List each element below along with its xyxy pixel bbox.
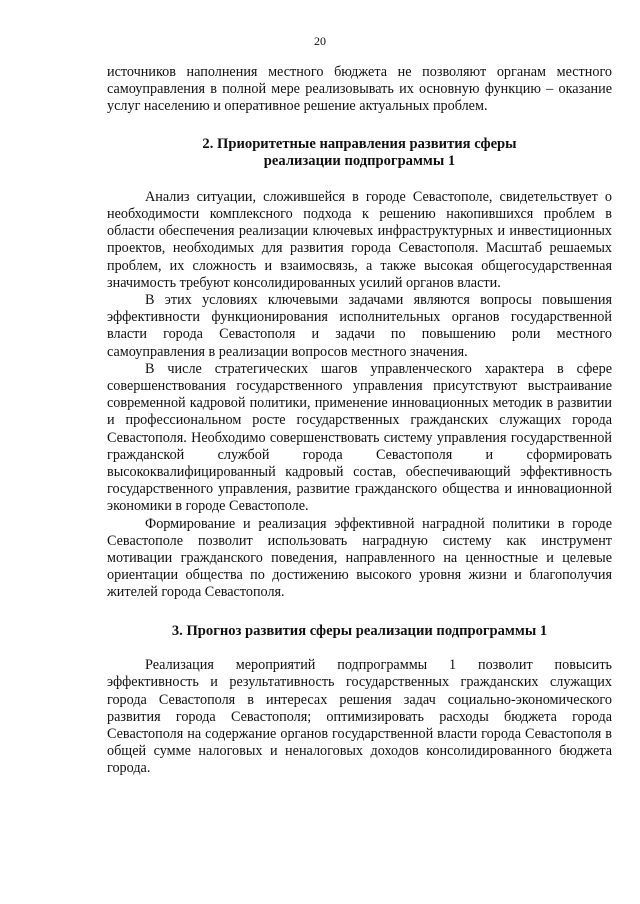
page-number: 20 xyxy=(314,34,326,48)
intro-paragraph: источников наполнения местного бюджета не позволяют органам местного самоуправления в полной мере реализовывать их основную функцию – оказание услуг населению и оперативное решение актуальных проблем. xyxy=(107,64,612,115)
section-2-heading xyxy=(107,136,612,171)
document-body xyxy=(107,64,612,778)
section-3-paragraph: Реализация мероприятий подпрограммы 1 позволит повысить эффективность и результативность государственных гражданских служащих города Севастополя в интересах решения задач социально-экономического развития города Севастополя; оптимизировать расходы бюджета города Севастополя на содержание органов государственной власти города Севастополя в общей сумме налоговых и неналоговых доходов консолидированного бюджета города. xyxy=(107,657,612,777)
section-2-heading-line-1: 2. Приоритетные направления развития сферы xyxy=(202,135,517,152)
section-2-paragraph: В числе стратегических шагов управленческого характера в сфере совершенствования государственного управления присутствуют выстраивание современной кадровой политики, применение инновационных методик в развитии и профессиональном росте государственных гражданских служащих города Севастополя. Необходимо совершенствовать систему управления государственной гражданской службой города Севастополя и сформировать высококвалифицированный кадровый состав, обеспечивающий эффективность государственного управления, развитие гражданского общества и инновационной экономики в городе Севастополе. xyxy=(107,360,612,515)
section-2-heading-line-2: реализации подпрограммы 1 xyxy=(263,153,456,170)
section-3-heading: 3. Прогноз развития сферы реализации подпрограммы 1 xyxy=(171,622,548,639)
section-2-paragraph: В этих условиях ключевыми задачами являются вопросы повышения эффективности функционирования исполнительных органов государственной власти города Севастополя и задачи по повышению роли местного самоуправления в реализации вопросов местного значения. xyxy=(107,292,612,360)
section-2-paragraph: Анализ ситуации, сложившейся в городе Севастополе, свидетельствует о необходимости комплексного подхода к решению накопившихся проблем в области обеспечения реализации ключевых инфраструктурных и инвестиционных проектов, необходимых для развития города Севастополя. Масштаб решаемых проблем, их сложность и взаимосвязь, а также высокая общегосударственная значимость требуют консолидированных усилий органов власти. xyxy=(107,188,612,291)
section-2-paragraph: Формирование и реализация эффективной наградной политики в городе Севастополе позволит использовать наградную систему как инструмент мотивации гражданского поведения, направленного на ценностные и целевые ориентации общества по достижению высокого уровня жизни и благополучия жителей города Севастополя. xyxy=(107,515,612,601)
